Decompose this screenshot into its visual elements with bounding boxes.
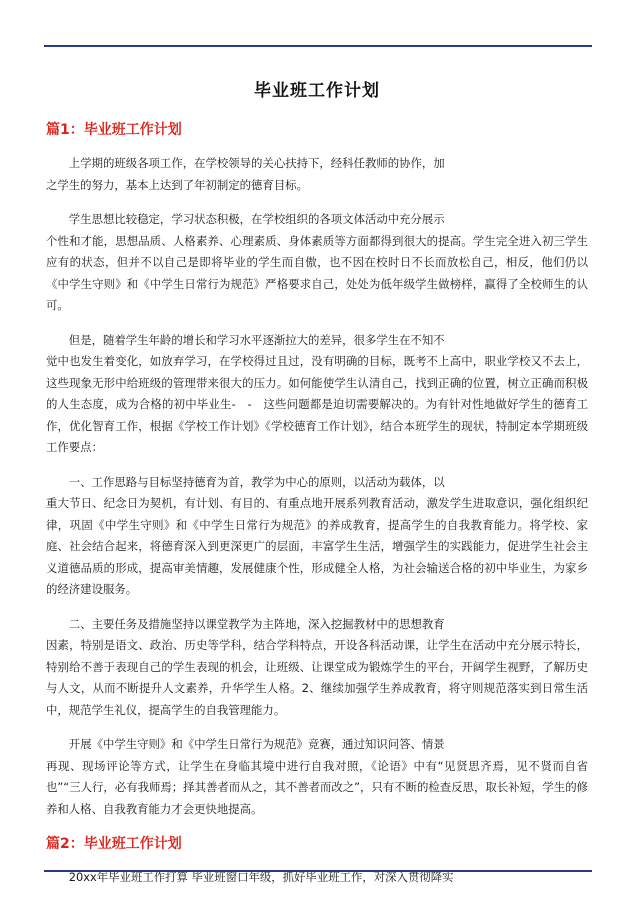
paragraph-rest: 重大节日、纪念日为契机，有计划、有目的、有重点地开展系列教育活动，激发学生进取意识，强化组织纪律，巩固《中学生守则》和《中学生日常行为规范》的养成教育，提高学生的自我教育能力。将学校、家庭、社会结合起来，将德育深入到更深更广的层面，丰富学生生活，增强学生的实践能力，促进学生社会主义道德品质的形成，提高审美情趣，发展健康个性，形成健全人格，为社会输送合格的初中毕业生，为家乡的经济建设服务。 (46, 496, 588, 596)
document-body (46, 76, 588, 902)
paragraph-rest: 之学生的努力，基本上达到了年初制定的德育目标。 (46, 177, 308, 192)
paragraph-first-line: 一、工作思路与目标坚持德育为首，教学为中心的原则，以活动为载体，以 (68, 474, 445, 489)
paragraph (46, 153, 588, 196)
paragraph-rest: 再现、现场评论等方式，让学生在身临其境中进行自我对照，《论语》中有“见贤思齐焉，见不贤而自省也”“三人行，必有我师焉；择其善者而从之，其不善者而改之”，只有不断的检查反思，取长补短，学生的修养和人格、自我教育能力才会更快地提高。 (46, 758, 588, 816)
section-2 (46, 833, 588, 889)
paragraph-rest: 因素，特别是语文、政治、历史等学科，结合学科特点，开设各科活动课，让学生在活动中充分展示特长，特别给不善于表现自己的学生表现的机会，让班级、让课堂成为锻炼学生的平台，开阔学生视野，了解历史与人文，从而不断提升人文素养，升华学生人格。2、继续加强学生养成教育，将守则规范落实到日常生活中，规范学生礼仪，提高学生的自我管理能力。 (46, 638, 588, 717)
paragraph (46, 472, 588, 601)
paragraph-first-line: 学生思想比较稳定，学习状态积极，在学校组织的各项文体活动中充分展示 (68, 212, 445, 226)
paragraph-first-line: 开展《中学生守则》和《中学生日常行为规范》竞赛，通过知识问答、情景 (68, 737, 445, 751)
paragraph-rest: 觉中也发生着变化，如放弃学习，在学校得过且过，没有明确的目标，既考不上高中，职业学校又不去上，这些现象无形中给班级的管理带来很大的压力。如何能使学生认清自己，找到正确的位置，树立正确而积极的人生态度，成为合格的初中毕业生- - 这些问题都是迫切需要解决的。为有针对性地做好学生的德育工作，优化智育工作，根据《学校工作计划》《学校德育工作计划》，结合本班学生的现状，特制定本学期班级工作要点： (46, 354, 588, 454)
paragraph (46, 734, 588, 820)
section-1 (46, 119, 588, 820)
paragraph-rest: 个性和才能，思想品质、人格素养、心理素质、身体素质等方面都得到很大的提高。学生完全进入初三学生应有的状态，但并不以自己是即将毕业的学生而自傲，也不因在校时日不长而放松自己，相反，他们仍以《中学生守则》和《中学生日常行为规范》严格要求自己，处处为低年级学生做榜样，赢得了全校师生的认可。 (46, 233, 588, 312)
paragraph (46, 614, 588, 722)
section-heading: 篇2：毕业班工作计划 (46, 836, 182, 852)
footer-rule (44, 870, 592, 872)
paragraph (46, 330, 588, 459)
paragraph (46, 209, 588, 317)
paragraph-first-line: 二、主要任务及措施坚持以课堂教学为主阵地，深入挖掘教材中的思想教育 (68, 616, 445, 631)
document-title: 毕业班工作计划 (254, 81, 380, 101)
header-rule (44, 45, 592, 47)
paragraph-first-line: 上学期的班级各项工作，在学校领导的关心扶持下，经科任教师的协作，加 (68, 156, 445, 170)
section-heading: 篇1：毕业班工作计划 (46, 122, 182, 138)
paragraph-first-line: 20xx年毕业班工作打算 毕业班窗口年级，抓好毕业班工作，对深入贯彻降实 (68, 870, 454, 884)
paragraph-first-line: 但是，随着学生年龄的增长和学习水平逐渐拉大的差异，很多学生在不知不 (68, 332, 445, 347)
